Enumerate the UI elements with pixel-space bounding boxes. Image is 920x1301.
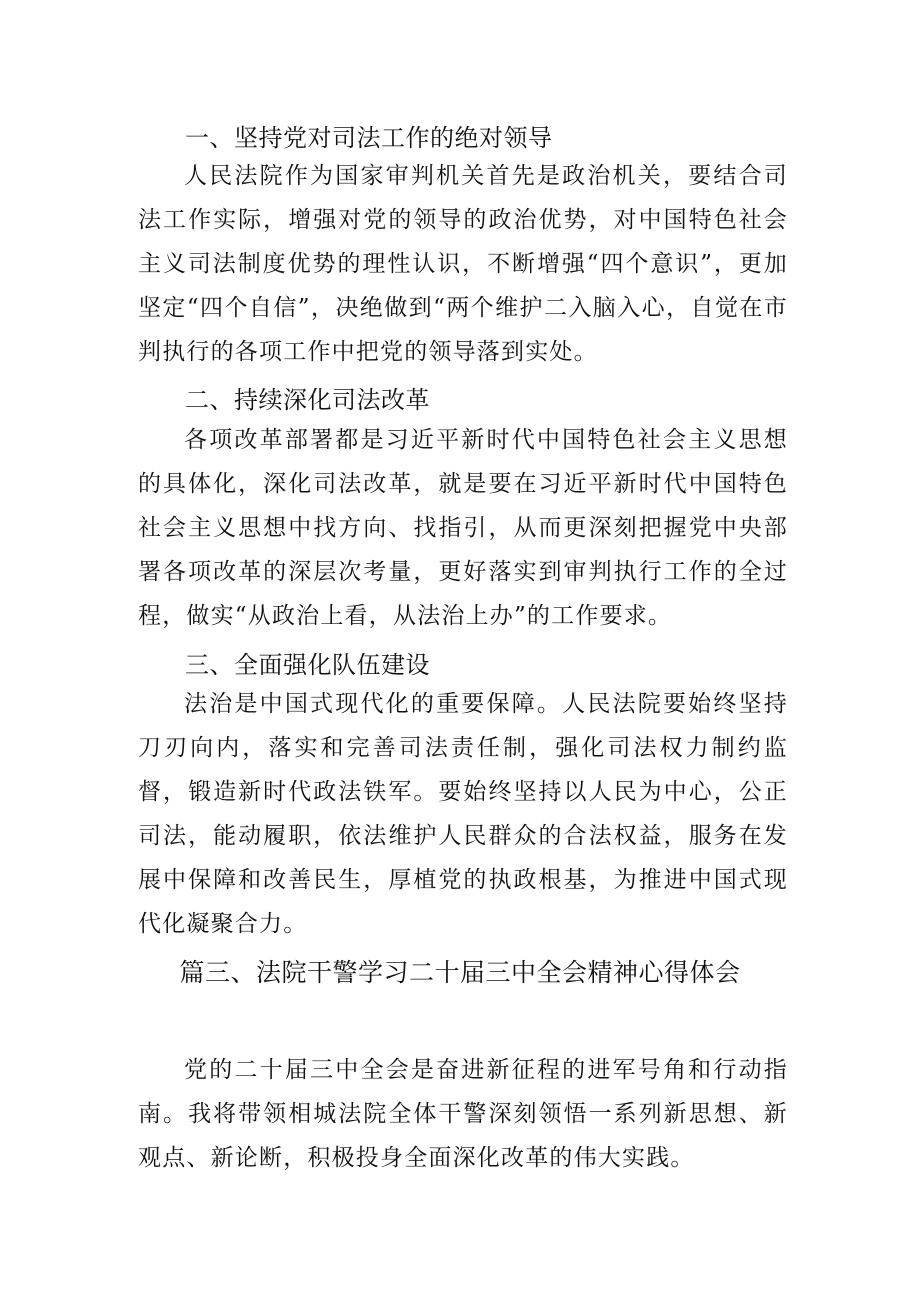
section-heading-3: 三、全面强化队伍建设 [185, 651, 430, 679]
section-body-2: 各项改革部署都是习近平新时代中国特色社会主义思想的具体化，深化司法改革，就是要在习近平新时代中国特色社会主义思想中找方向、找指引，从而更深刻把握党中央部署各项改革的深层次考量，更好落实到审判执行工作的全过程，做实“从政治上看，从法治上办”的工作要求。 [138, 427, 788, 629]
section-body-3: 法治是中国式现代化的重要保障。人民法院要始终坚持刀刃向内，落实和完善司法责任制，强化司法权力制约监督，锻造新时代政法铁军。要始终坚持以人民为中心，公正司法，能动履职，依法维护人民群众的合法权益，服务在发展中保障和改善民生，厚植党的执政根基，为推进中国式现代化凝聚合力。 [138, 691, 788, 937]
article-intro: 党的二十届三中全会是奋进新征程的进军号角和行动指南。我将带领相城法院全体干警深刻领悟一系列新思想、新观点、新论断，积极投身全面深化改革的伟大实践。 [138, 1057, 788, 1171]
section-heading-1: 一、坚持党对司法工作的绝对领导 [185, 124, 553, 152]
section-heading-2: 二、持续深化司法改革 [185, 386, 430, 414]
section-body-1: 人民法院作为国家审判机关首先是政治机关，要结合司法工作实际，增强对党的领导的政治优势，对中国特色社会主义司法制度优势的理性认识，不断增强“四个意识”，更加坚定“四个自信”，决绝做到“两个维护二入脑入心，自觉在市判执行的各项工作中把党的领导落到实处。 [138, 163, 788, 365]
article-title: 篇三、法院干警学习二十届三中全会精神心得体会 [179, 958, 741, 987]
